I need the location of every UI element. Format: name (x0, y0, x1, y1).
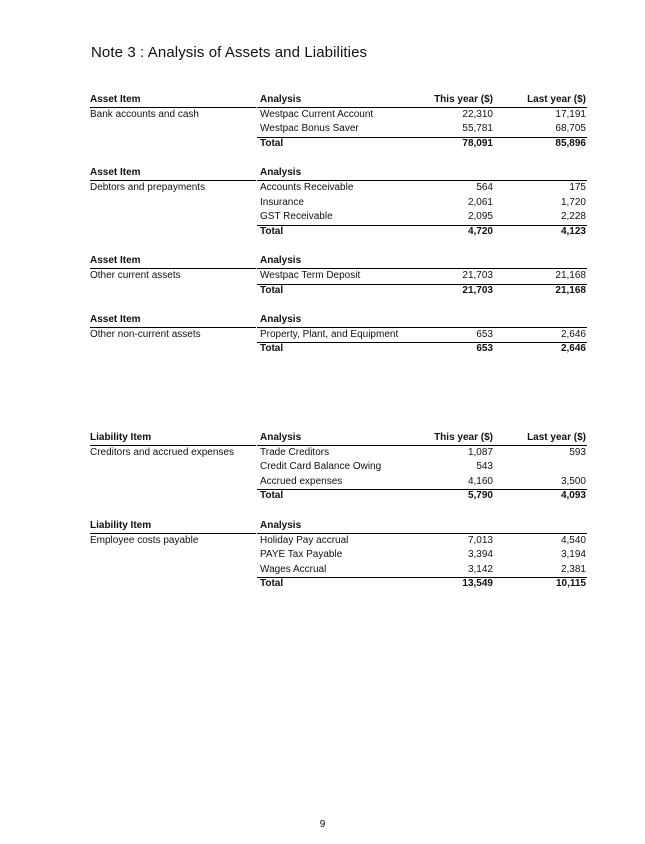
table-row (90, 108, 587, 123)
total-this-year: 4,720 (467, 225, 493, 237)
table-row (90, 475, 587, 490)
item-name: Employee costs payable (90, 534, 199, 546)
last-year-cell: 3,500 (560, 475, 586, 487)
last-year-cell: 21,168 (555, 269, 586, 281)
last-year-cell: 2,381 (560, 563, 586, 575)
total-label: Total (260, 578, 284, 590)
total-label: Total (260, 225, 284, 237)
item-name: Debtors and prepayments (90, 181, 206, 193)
total-this-year: 13,549 (462, 578, 493, 590)
this-year-cell: 3,142 (467, 563, 493, 575)
table-row (90, 563, 587, 578)
total-label: Total (260, 137, 284, 149)
analysis-cell: Credit Card Balance Owing (260, 461, 382, 473)
header-item: Asset Item (90, 255, 141, 267)
header-analysis: Analysis (260, 314, 302, 326)
this-year-cell: 7,013 (467, 534, 493, 546)
this-year-cell: 564 (476, 181, 493, 193)
last-year-cell: 17,191 (555, 108, 586, 120)
section-gap (90, 504, 587, 519)
total-last-year: 4,093 (560, 490, 586, 502)
section-header-row (90, 313, 587, 328)
total-row (90, 225, 587, 240)
this-year-cell: 4,160 (467, 475, 493, 487)
total-last-year: 21,168 (555, 284, 586, 296)
analysis-cell: Wages Accrual (260, 563, 327, 575)
this-year-cell: 3,394 (467, 549, 493, 561)
this-year-cell: 653 (476, 328, 493, 340)
header-last-year: Last year ($) (527, 94, 586, 105)
total-this-year: 78,091 (462, 137, 493, 149)
header-analysis: Analysis (260, 432, 302, 443)
analysis-cell: Property, Plant, and Equipment (260, 328, 399, 340)
section-gap (90, 151, 587, 166)
item-name: Creditors and accrued expenses (90, 446, 234, 458)
this-year-cell: 2,095 (467, 211, 493, 223)
last-year-cell: 3,194 (560, 549, 586, 561)
this-year-cell: 2,061 (467, 196, 493, 208)
total-row (90, 284, 587, 299)
header-item: Asset Item (90, 167, 141, 179)
last-year-cell: 593 (569, 446, 586, 458)
this-year-cell: 1,087 (467, 446, 493, 458)
header-analysis: Analysis (260, 255, 302, 267)
header-analysis: Analysis (260, 167, 302, 179)
total-row (90, 577, 587, 592)
header-item: Liability Item (90, 519, 152, 531)
total-last-year: 4,123 (560, 225, 586, 237)
total-last-year: 85,896 (555, 137, 586, 149)
last-year-cell: 1,720 (560, 196, 586, 208)
analysis-cell: Trade Creditors (260, 446, 330, 458)
total-row (90, 489, 587, 504)
section-header-row (90, 93, 587, 108)
last-year-cell: 2,646 (560, 328, 586, 340)
table-row (90, 534, 587, 549)
analysis-cell: Insurance (260, 196, 304, 208)
section-header-row (90, 431, 587, 446)
item-name: Bank accounts and cash (90, 108, 199, 120)
this-year-cell: 55,781 (462, 123, 493, 135)
table-row (90, 460, 587, 475)
section-gap (90, 298, 587, 313)
analysis-cell: PAYE Tax Payable (260, 549, 343, 561)
item-name: Other current assets (90, 269, 181, 281)
analysis-cell: Westpac Current Account (260, 108, 374, 120)
item-name: Other non-current assets (90, 328, 201, 340)
analysis-cell: Westpac Bonus Saver (260, 123, 359, 135)
total-this-year: 653 (476, 343, 493, 355)
analysis-cell: Accounts Receivable (260, 181, 354, 193)
total-last-year: 10,115 (555, 578, 586, 590)
total-this-year: 21,703 (462, 284, 493, 296)
table-row (90, 122, 587, 137)
total-label: Total (260, 490, 284, 502)
analysis-cell: GST Receivable (260, 211, 333, 223)
table-row (90, 210, 587, 225)
this-year-cell: 21,703 (462, 269, 493, 281)
this-year-cell: 543 (476, 461, 493, 473)
table-row (90, 181, 587, 196)
header-analysis: Analysis (260, 94, 302, 105)
section-header-row (90, 519, 587, 534)
analysis-cell: Westpac Term Deposit (260, 269, 361, 281)
total-label: Total (260, 343, 284, 355)
header-item: Asset Item (90, 314, 141, 326)
last-year-cell: 2,228 (560, 211, 586, 223)
section-header-row (90, 254, 587, 269)
page-number: 9 (319, 819, 326, 830)
section-gap (90, 239, 587, 254)
analysis-cell: Accrued expenses (260, 475, 343, 487)
total-row (90, 137, 587, 152)
header-analysis: Analysis (260, 519, 302, 531)
liabilities-table (90, 431, 587, 592)
section-header-row (90, 166, 587, 181)
header-this-year: This year ($) (434, 94, 493, 105)
this-year-cell: 22,310 (462, 108, 493, 120)
page-title: Note 3 : Analysis of Assets and Liabilities (91, 44, 368, 61)
header-item: Asset Item (90, 94, 141, 105)
last-year-cell: 4,540 (560, 534, 586, 546)
header-last-year: Last year ($) (527, 432, 586, 443)
header-item: Liability Item (90, 432, 152, 443)
table-row (90, 269, 587, 284)
total-row (90, 342, 587, 357)
header-this-year: This year ($) (434, 432, 493, 443)
table-row (90, 446, 587, 461)
last-year-cell: 68,705 (555, 123, 586, 135)
table-row (90, 548, 587, 563)
table-row (90, 328, 587, 343)
last-year-cell: 175 (569, 181, 586, 193)
total-last-year: 2,646 (560, 343, 586, 355)
analysis-cell: Holiday Pay accrual (260, 534, 349, 546)
total-label: Total (260, 284, 284, 296)
total-this-year: 5,790 (467, 490, 493, 502)
assets-table (90, 93, 587, 357)
table-row (90, 196, 587, 211)
